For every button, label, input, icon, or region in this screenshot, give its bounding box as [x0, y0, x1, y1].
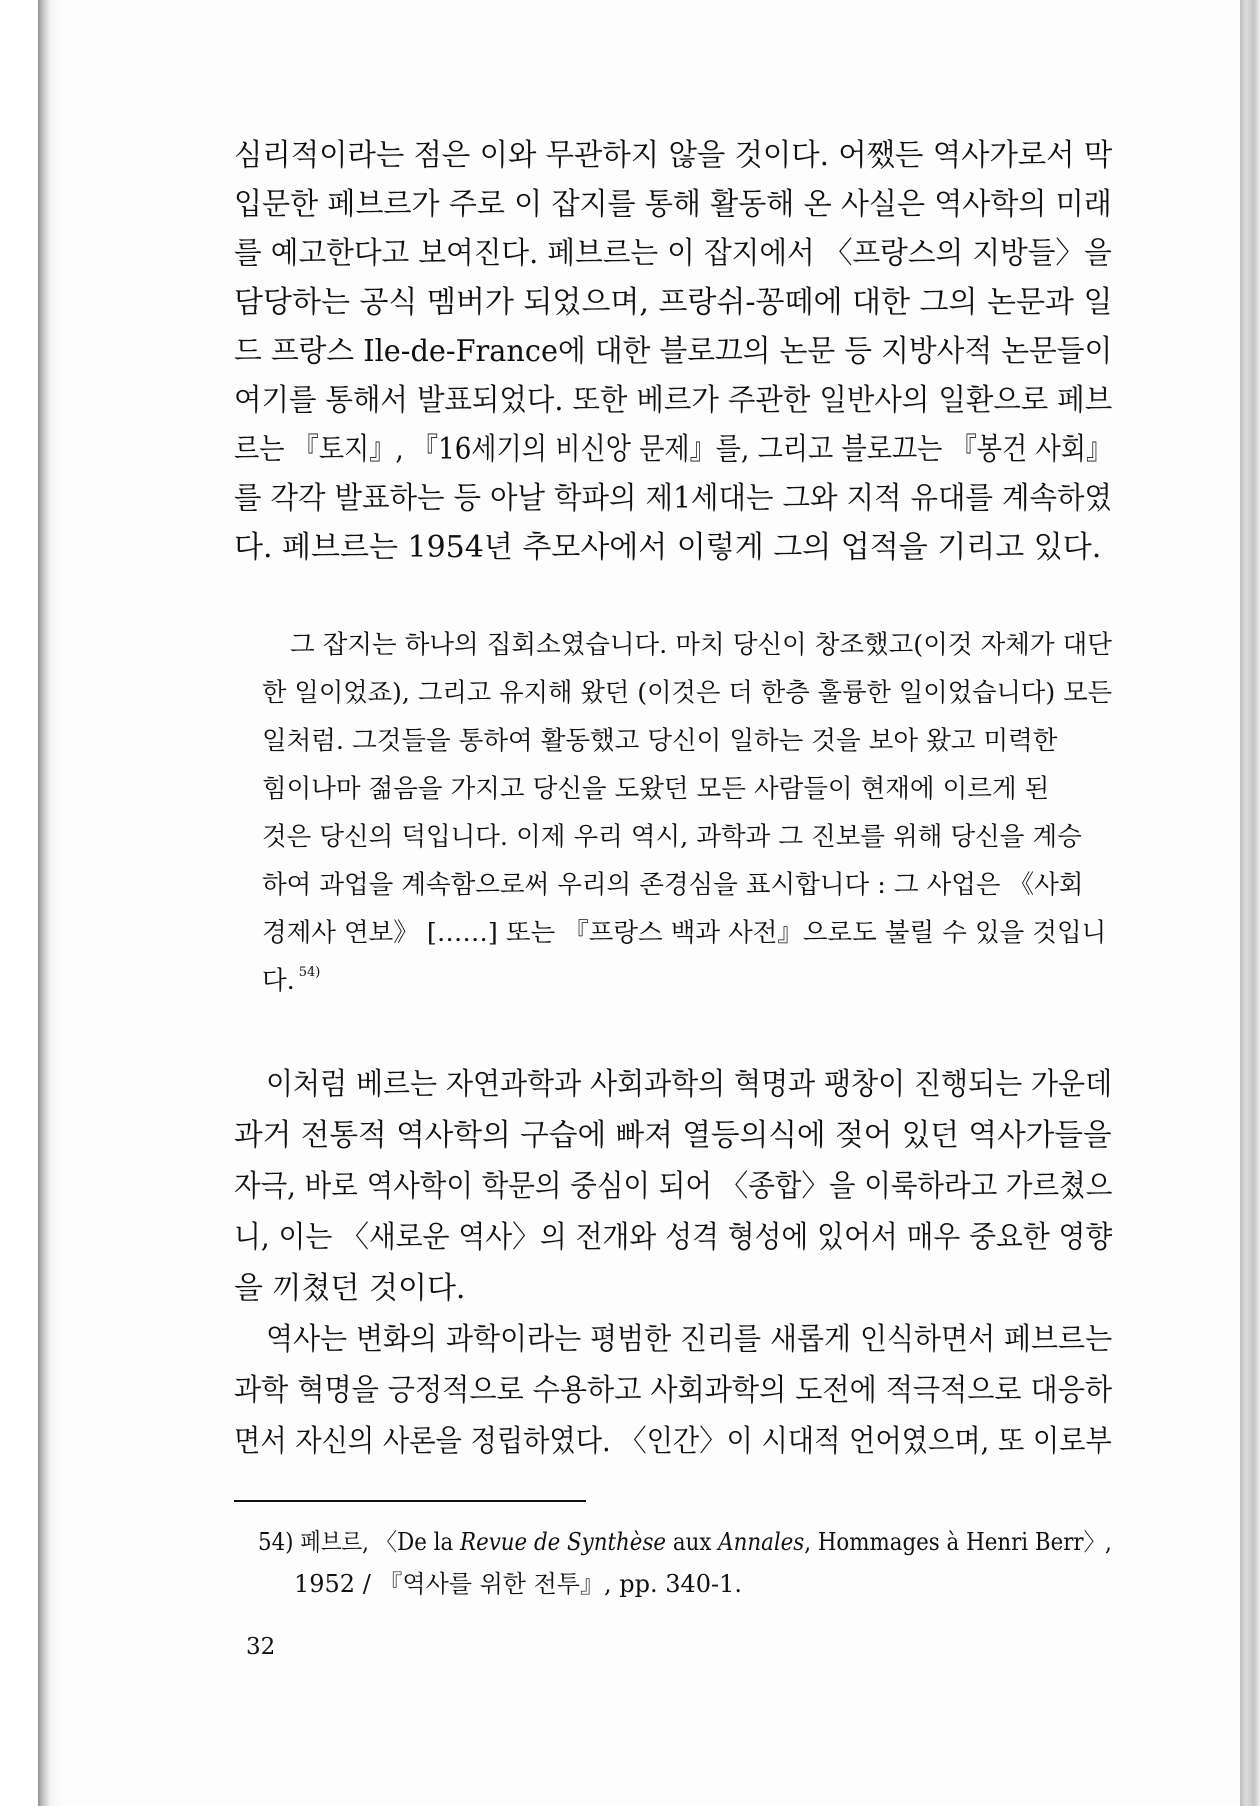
body-line: 이처럼 베르는 자연과학과 사회과학의 혁명과 팽창이 진행되는 가운데: [266, 1067, 1113, 1102]
page-stack-shadow: [1240, 0, 1260, 1806]
body-line: 심리적이라는 점은 이와 무관하지 않을 것이다. 어쨌든 역사가로서 막: [234, 138, 1113, 173]
quote-line: 것은 당신의 덕입니다. 이제 우리 역시, 과학과 그 진보를 위해 당신을 계승: [262, 822, 1082, 852]
footnote-title-open: 〈De la: [375, 1528, 454, 1556]
quote-line-last: [262, 961, 320, 997]
body-line: 입문한 페브르가 주로 이 잡지를 통해 활동해 온 사실은 역사학의 미래: [234, 187, 1112, 222]
quote-line: 일처럼. 그것들을 통하여 활동했고 당신이 일하는 것을 보아 왔고 미력한: [262, 726, 1058, 756]
body-line: 여기를 통해서 발표되었다. 또한 베르가 주관한 일반사의 일환으로 페브: [234, 383, 1113, 418]
body-line: 을 끼쳤던 것이다.: [234, 1271, 466, 1306]
quote-line: 힘이나마 젊음을 가지고 당신을 도왔던 모든 사람들이 현재에 이르게 된: [262, 774, 1050, 804]
footnote-author: 페브르,: [300, 1528, 369, 1556]
footnote-reference: 54): [298, 964, 321, 980]
footnote-journal-2: Annales: [718, 1528, 805, 1556]
page-number: 32: [246, 1634, 276, 1660]
quote-line: 한 일이었죠), 그리고 유지해 왔던 (이것은 더 한층 훌륭한 일이었습니다) 모든: [262, 678, 1113, 708]
quote-line: 그 잡지는 하나의 집회소였습니다. 마치 당신이 창조했고(이것 자체가 대단: [290, 630, 1112, 660]
footnote-line-1: [258, 1522, 1112, 1557]
body-line: 면서 자신의 사론을 정립하였다. 〈인간〉이 시대적 언어였으며, 또 이로부: [234, 1424, 1112, 1459]
body-line: 역사는 변화의 과학이라는 평범한 진리를 새롭게 인식하면서 페브르는: [266, 1322, 1113, 1357]
footnote-title-rest: , Hommages à Henri Berr〉,: [804, 1528, 1112, 1556]
body-line: 과거 전통적 역사학의 구습에 빠져 열등의식에 젖어 있던 역사가들을: [234, 1118, 1112, 1153]
body-line: 를 각각 발표하는 등 아날 학파의 제1세대는 그와 지적 유대를 계속하였: [234, 481, 1112, 516]
footnote-journal-1: Revue de Synthèse: [460, 1528, 667, 1556]
footnote-number: 54): [258, 1528, 294, 1556]
body-line: 과학 혁명을 긍정적으로 수용하고 사회과학의 도전에 적극적으로 대응하: [234, 1373, 1113, 1408]
footnote-title-mid: aux: [672, 1528, 712, 1556]
quote-line: 경제사 연보》 [……] 또는 『프랑스 백과 사전』으로도 불릴 수 있을 것입니: [262, 918, 1107, 948]
footnote-line-2: 1952 / 『역사를 위한 전투』, pp. 340-1.: [294, 1570, 743, 1598]
body-line: 다. 페브르는 1954년 추모사에서 이렇게 그의 업적을 기리고 있다.: [234, 530, 1102, 565]
footnote-divider: [234, 1500, 586, 1502]
quote-last-text: 다.: [262, 966, 295, 996]
body-line: 를 예고한다고 보여진다. 페브르는 이 잡지에서 〈프랑스의 지방들〉을: [234, 236, 1112, 271]
quote-line: 하여 과업을 계속함으로써 우리의 존경심을 표시합니다 : 그 사업은 《사회: [262, 870, 1084, 900]
page-binding-edge: [38, 0, 64, 1806]
body-line: 드 프랑스 Ile-de-France에 대한 블로끄의 논문 등 지방사적 논문들이: [234, 334, 1113, 369]
body-line: 르는 『토지』, 『16세기의 비신앙 문제』를, 그리고 블로끄는 『봉건 사회』: [234, 432, 1113, 467]
body-line: 담당하는 공식 멤버가 되었으며, 프랑쉬-꽁떼에 대한 그의 논문과 일: [234, 285, 1113, 320]
body-line: 자극, 바로 역사학이 학문의 중심이 되어 〈종합〉을 이룩하라고 가르쳤으: [234, 1169, 1113, 1204]
body-line: 니, 이는 〈새로운 역사〉의 전개와 성격 형성에 있어서 매우 중요한 영향: [234, 1220, 1113, 1255]
